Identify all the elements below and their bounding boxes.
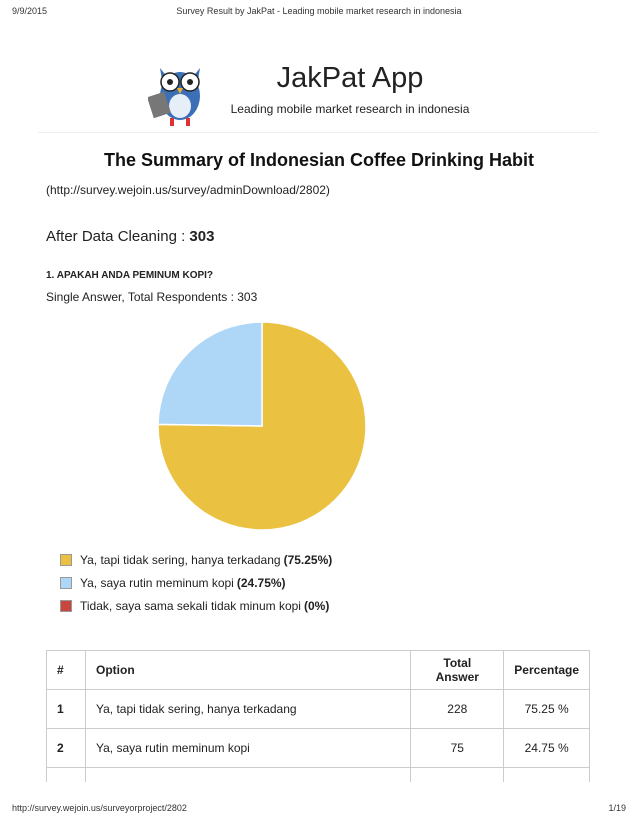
- owl-mascot-logo: [148, 54, 212, 130]
- row-cell: [411, 768, 504, 783]
- print-title: Survey Result by JakPat - Leading mobile market research in indonesia: [176, 6, 462, 16]
- col-option: Option: [86, 651, 411, 690]
- legend-label: Tidak, saya sama sekali tidak minum kopi: [80, 598, 301, 613]
- legend-swatch: [60, 577, 72, 589]
- row-num: 1: [47, 690, 86, 729]
- row-num: 2: [47, 729, 86, 768]
- question-title: 1. APAKAH ANDA PEMINUM KOPI?: [46, 270, 214, 281]
- divider: [38, 132, 598, 133]
- row-option: Ya, saya rutin meminum kopi: [86, 729, 411, 768]
- report-link[interactable]: (http://survey.wejoin.us/survey/adminDownload/2802): [46, 183, 330, 197]
- row-cell: [504, 768, 590, 783]
- legend-label: Ya, saya rutin meminum kopi: [80, 575, 234, 590]
- row-pct: 24.75 %: [504, 729, 590, 768]
- table-row: [47, 729, 590, 768]
- row-pct: 75.25 %: [504, 690, 590, 729]
- legend-item: [60, 548, 332, 571]
- print-date: 9/9/2015: [12, 6, 48, 16]
- col-num: #: [47, 651, 86, 690]
- chart-legend: [60, 548, 332, 617]
- legend-item: [60, 571, 332, 594]
- question-meta: Single Answer, Total Respondents : 303: [46, 290, 258, 304]
- table-header: [47, 651, 590, 690]
- row-option: Ya, tapi tidak sering, hanya terkadang: [86, 690, 411, 729]
- legend-pct: (24.75%): [236, 575, 286, 590]
- legend-swatch: [60, 600, 72, 612]
- legend-pct: (75.25%): [283, 552, 333, 567]
- row-total: 75: [411, 729, 504, 768]
- row-cell: [86, 768, 411, 783]
- col-total: Total Answer: [411, 651, 504, 690]
- after-cleaning-label: After Data Cleaning :: [46, 228, 186, 245]
- print-url: http://survey.wejoin.us/surveyorproject/2802: [12, 803, 187, 813]
- page-number: 1/19: [608, 803, 626, 813]
- table-row: [47, 768, 590, 783]
- legend-swatch: [60, 554, 72, 566]
- legend-label: Ya, tapi tidak sering, hanya terkadang: [80, 552, 281, 567]
- report-title: The Summary of Indonesian Coffee Drinking Habit: [103, 150, 535, 170]
- row-total: 228: [411, 690, 504, 729]
- results-table: [46, 650, 590, 782]
- table-row: [47, 690, 590, 729]
- pie-slice-2: [158, 322, 262, 426]
- after-cleaning: [46, 228, 214, 245]
- brand-name: JakPat App: [276, 62, 424, 94]
- brand-tagline: Leading mobile market research in indonesia: [230, 102, 470, 116]
- legend-pct: (0%): [303, 598, 330, 613]
- col-percentage: Percentage: [504, 651, 590, 690]
- after-cleaning-value: 303: [189, 228, 215, 245]
- pie-chart: [156, 320, 368, 532]
- row-cell: [47, 768, 86, 783]
- legend-item: [60, 594, 332, 617]
